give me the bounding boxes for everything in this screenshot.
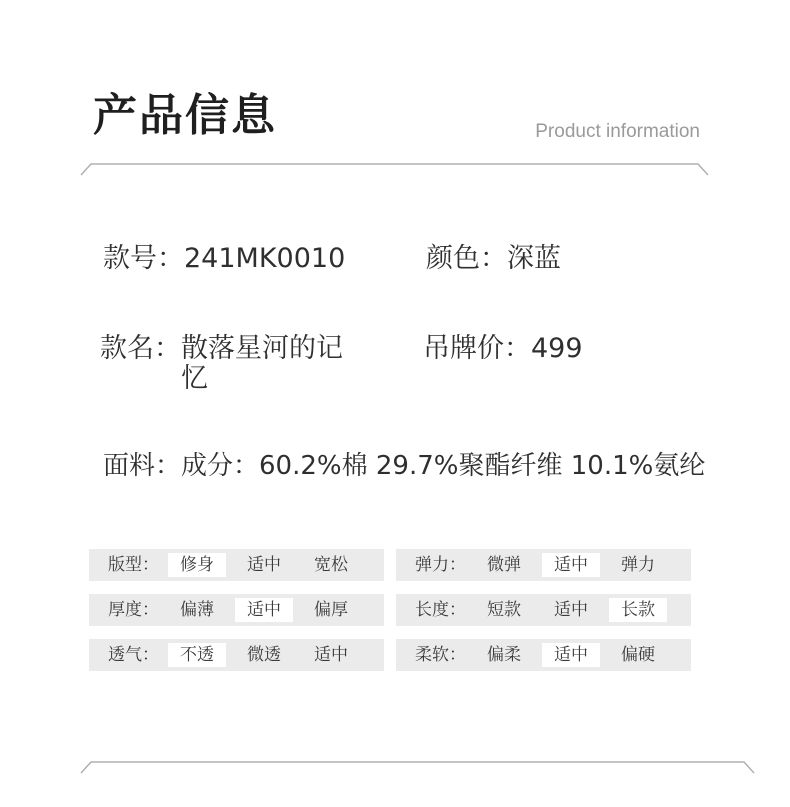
fabric-field (103, 451, 705, 481)
attribute-option: 微弹 (487, 555, 521, 575)
tag-price-label: 吊牌价： (423, 333, 531, 364)
attribute-label: 长度： (415, 600, 466, 620)
page-title: 产品信息 (93, 90, 277, 141)
fabric-label: 面料： (103, 451, 182, 481)
attribute-label: 弹力： (415, 555, 466, 575)
style-name-value: 散落星河的记忆 (181, 333, 343, 394)
attribute-breathability (89, 639, 384, 671)
style-code-label: 款号： (103, 243, 184, 274)
attribute-option: 短款 (487, 600, 521, 620)
attribute-option: 修身 (168, 553, 226, 577)
color-label: 颜色： (426, 243, 507, 274)
attribute-option: 适中 (314, 645, 348, 665)
attribute-option: 偏柔 (487, 645, 521, 665)
attribute-option: 长款 (609, 598, 667, 622)
page-subtitle: Product information (535, 121, 700, 142)
style-name-field (100, 334, 370, 394)
attribute-option: 不透 (168, 643, 226, 667)
style-code-value: 241MK0010 (184, 243, 346, 274)
attribute-label: 柔软： (415, 645, 466, 665)
attribute-option: 宽松 (314, 555, 348, 575)
attribute-option: 偏硬 (621, 645, 655, 665)
attribute-option: 适中 (542, 553, 600, 577)
attribute-label: 厚度： (108, 600, 159, 620)
style-name-label: 款名： (100, 333, 181, 364)
attribute-option: 适中 (235, 598, 293, 622)
attribute-option: 弹力 (621, 555, 655, 575)
bottom-divider (0, 748, 790, 778)
attribute-length (396, 594, 691, 626)
color-value: 深蓝 (507, 243, 561, 274)
attribute-softness (396, 639, 691, 671)
style-code-field (103, 244, 345, 274)
attribute-label: 版型： (108, 555, 159, 575)
color-field (426, 244, 561, 274)
tag-price-value: 499 (531, 333, 583, 364)
attribute-option: 适中 (554, 600, 588, 620)
attribute-option: 偏薄 (180, 600, 214, 620)
tag-price-field (423, 334, 583, 364)
attribute-option: 适中 (542, 643, 600, 667)
attribute-thickness (89, 594, 384, 626)
attribute-elasticity (396, 549, 691, 581)
attribute-label: 透气： (108, 645, 159, 665)
attribute-option: 偏厚 (314, 600, 348, 620)
top-divider (0, 150, 790, 180)
attribute-fit (89, 549, 384, 581)
fabric-value: 成分：60.2%棉 29.7%聚酯纤维 10.1%氨纶 (181, 451, 706, 481)
attribute-option: 微透 (247, 645, 281, 665)
attribute-option: 适中 (247, 555, 281, 575)
